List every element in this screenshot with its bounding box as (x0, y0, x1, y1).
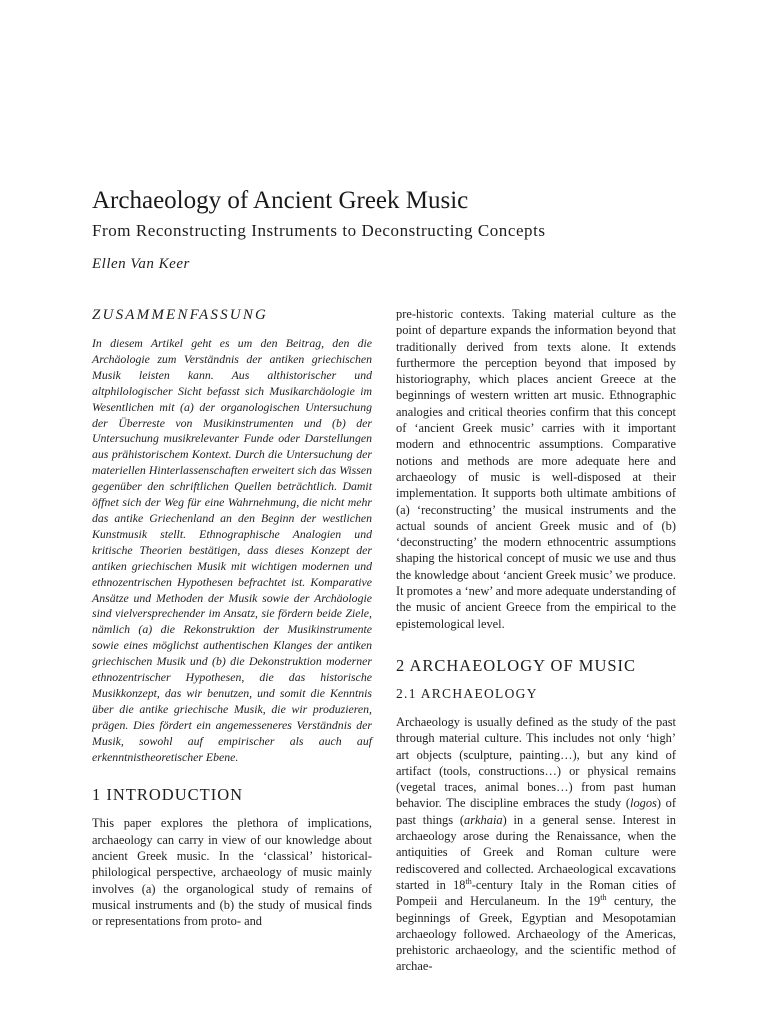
archaeology-paragraph (396, 714, 676, 975)
abstract-heading: ZUSAMMENFASSUNG (92, 307, 269, 323)
superscript-th-1: th (465, 876, 472, 886)
archaeology-text-5: century, the beginnings of Greek, Egyptian and Mesopotamian archaeology followed. Archaeology of the Americas, prehistoric archaeology, and the scientific method of archae- (396, 894, 676, 974)
logos-term: logos (630, 796, 657, 811)
introduction-continued-text: pre-historic contexts. Taking material culture as the point of departure expands the information beyond that traditionally derived from texts alone. It extends furthermore the perception beyond that imposed by historiography, which places ancient Greece at the beginnings of western written art music. Ethnographic analogies and critical theories confirm that this concept of ‘ancient Greek music’ carries with it important modern and ethnocentric assumptions. Comparative notions and methods are more adequate here and archaeology of music is well-disposed at their implementation. It supports both ultimate ambitions of (a) ‘reconstructing’ the musical instruments and the actual sounds of ancient Greek music and of (b) ‘deconstructing’ the modern ethnocentric assumptions shaping the historical concept of music we use and thus the knowledge about ‘ancient Greek music’ we produce. It promotes a ‘new’ and more adequate understanding of the music of ancient Greece from the empirical to the epistemological level. (396, 307, 676, 631)
introduction-heading: 1 INTRODUCTION (92, 785, 244, 805)
archaeology-text-3: ) in a general sense. Interest in archaeology arose during the Renaissance, when the antiquities of Greek and Roman culture were rediscovered and collected. Archaeological excavations started in 18 (396, 812, 676, 892)
article-author: Ellen Van Keer (92, 256, 190, 272)
right-column (396, 306, 676, 975)
article-subtitle: From Reconstructing Instruments to Deconstructing Concepts (92, 221, 546, 240)
archaeology-text-4: -century Italy in the Roman cities of Pompeii and Herculaneum. In the 19 (396, 877, 676, 909)
section-2-1-heading: 2.1 ARCHAEOLOGY (396, 685, 538, 701)
arkhaia-term: arkhaia (464, 812, 503, 827)
abstract-text: In diesem Artikel geht es um den Beitrag, den die Archäologie zum Verständnis der antiken griechischen Musik leisten kann. Aus althistorischer und altphilologischer Sicht befasst sich Musikarchäologie im Wesentlichen mit (a) der organologischen Untersuchung der Überreste von Musikinstrumenten und (b) der Untersuchung musikrelevanter Funde oder Darstellungen aus prähistorischem Kontext. Durch die Untersuchung der materiellen Hinterlassenschaften erweitert sich das Wissen gegenüber den schriftlichen Quellen beträchtlich. Damit öffnet sich der Weg für eine Wahrnehmung, die nicht mehr das antike Griechenland an den Beginn der westlichen Kunstmusik stellt. Ethnographische Analogien und kritische Theorien bestätigen, dass dieses Konzept der antiken griechischen Musik mit wichtigen modernen und ethnozentrischen Hypothesen befrachtet ist. Komparative Ansätze und Methoden der Musik sowie der Archäologie sind vielversprechender im Ansatz, sie fördern beide Ziele, nämlich (a) die Rekonstruktion der Musikinstrumente sowie eines möglichst authentischen Klanges der antiken griechischen Musik und (b) die Dekonstruktion moderner ethnozentrischer Hypothesen, die das historische Musikkonzept, das wir benutzen, und somit die Kenntnis über die antike griechische Musik, die wir produzieren, prägen. Dies fördert ein angemesseneres Verständnis der Musik, sowohl auf empirischer als auch auf erkenntnistheoretischer Ebene. (92, 336, 372, 764)
section-2-heading: 2 ARCHAEOLOGY OF MUSIC (396, 655, 637, 675)
article-title: Archaeology of Ancient Greek Music (92, 187, 469, 214)
superscript-th-2: th (600, 893, 607, 903)
introduction-text: This paper explores the plethora of implications, archaeology can carry in view of our knowledge about ancient Greek music. In the ‘classical’ historical-philological perspective, archaeology of music mainly involves (a) the organological study of remains of musical instruments and (b) the study of musical finds or representations from proto- and (92, 816, 372, 929)
archaeology-text-2: ) of past things ( (396, 796, 676, 827)
article-header (92, 186, 692, 274)
archaeology-text-1: Archaeology is usually defined as the study of the past through material culture. This includes not only ‘high’ art objects (sculpture, painting…), but any kind of artifact (tools, constructions…) or physical remains (vegetal traces, animal bones…) from past human behavior. The discipline embraces the study ( (396, 714, 676, 811)
left-column (92, 306, 372, 930)
